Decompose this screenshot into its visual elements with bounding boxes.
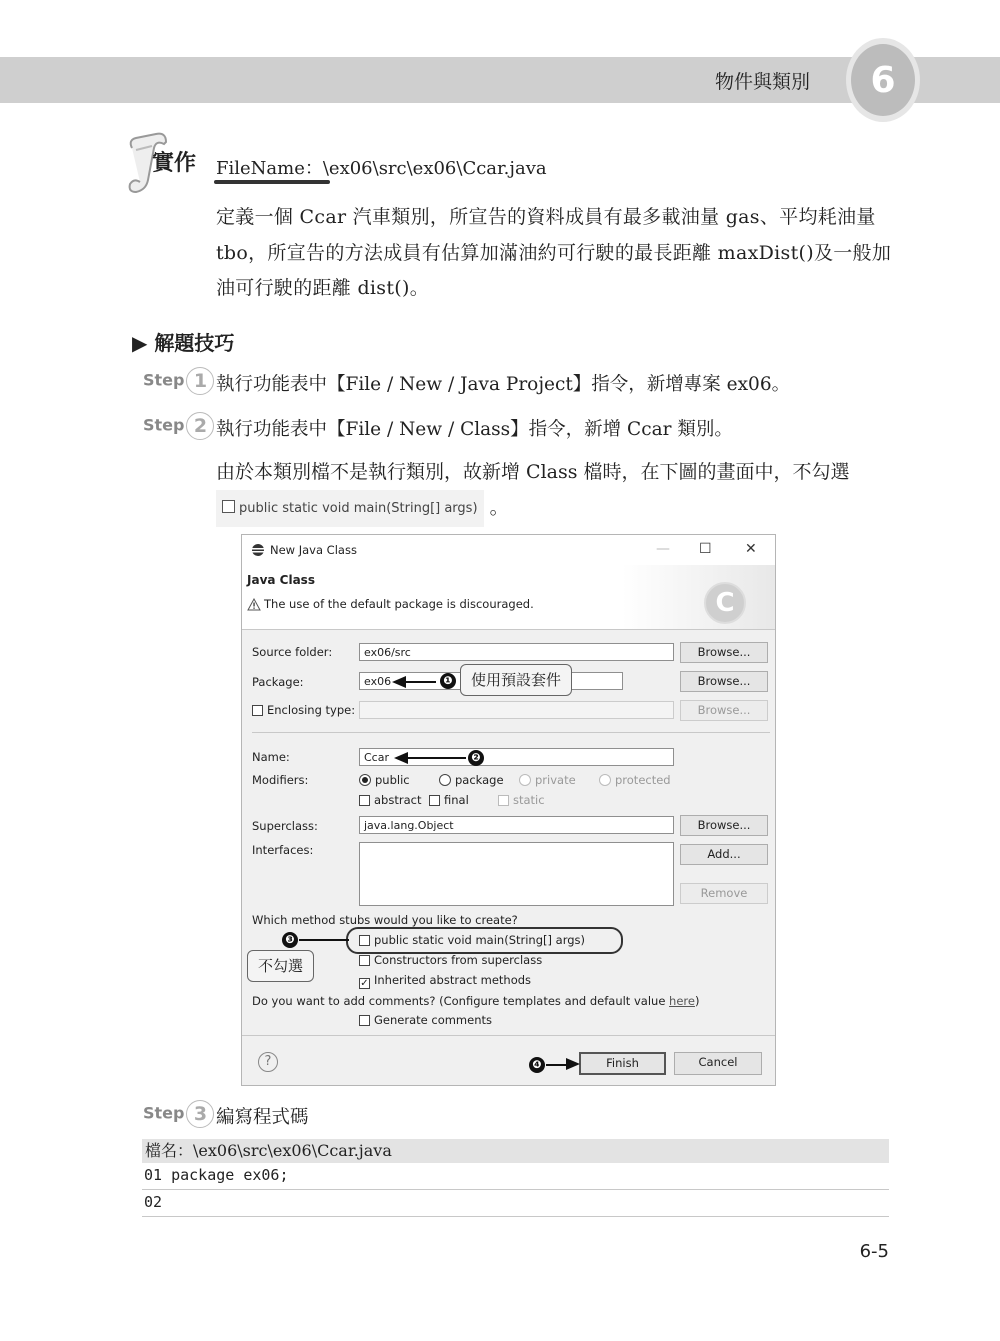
arrow-3-line [299,939,349,941]
stub-inherited[interactable] [359,973,531,989]
badge-2: ❷ [468,750,484,766]
source-folder-label: Source folder: [252,645,333,659]
flag-abstract[interactable] [359,793,421,807]
arrow-2-line [404,757,466,759]
dialog-heading: Java Class [247,573,315,587]
flag-final-label: final [444,793,469,807]
arrow-4-head-icon [566,1058,580,1070]
comments-question-text: Do you want to add comments? (Configure templates and default value [252,994,670,1008]
comments-question-close: ) [694,994,700,1008]
stub-main-label: public static void main(String[] args) [374,933,585,947]
warning-icon [247,598,261,611]
code-filename: 檔名：\ex06\src\ex06\Ccar.java [142,1139,889,1163]
enclosing-browse-button[interactable]: Browse... [680,700,768,721]
help-icon[interactable]: ? [258,1052,278,1072]
inline-checkbox-sample [216,490,484,527]
java-class-logo-icon: C [704,582,746,624]
note-text: 由於本類別檔不是執行類別，故新增 Class 檔時，在下圖的畫面中，不勾選 [216,461,850,483]
badge-1: ❶ [440,673,456,689]
checkbox-icon[interactable] [359,1015,370,1026]
step-number: 2 [186,412,214,440]
minimize-button[interactable]: — [656,541,670,557]
badge-4: ❹ [529,1057,545,1073]
interfaces-remove-button[interactable]: Remove [680,883,768,904]
page-number: 6-5 [859,1241,889,1262]
section-title: ▶ 解題技巧 [132,331,235,355]
enclosing-type-input[interactable] [359,701,674,719]
superclass-input[interactable]: java.lang.Object [359,816,674,834]
code-line: 01 package ex06; [144,1166,289,1184]
cancel-button[interactable]: Cancel [674,1052,762,1075]
section-divider [252,732,770,733]
modifier-package[interactable] [439,773,504,787]
note-end: 。 [489,496,509,519]
name-input[interactable]: Ccar [359,748,674,766]
chapter-number: 6 [851,44,915,116]
practice-label: 實作 [152,151,197,176]
banner-gradient [622,565,775,629]
code-divider [142,1216,889,1217]
flag-final[interactable] [429,793,469,807]
radio-selected-icon[interactable] [359,774,371,786]
eclipse-icon [251,543,265,557]
interfaces-list[interactable] [359,842,674,906]
enclosing-type-option[interactable] [252,703,355,717]
arrow-1-head-icon [392,676,406,688]
modifier-protected-label: protected [615,773,671,787]
interfaces-label: Interfaces: [252,843,314,857]
checkmark-icon[interactable]: ✓ [360,978,369,989]
practice-filename: FileName：\ex06\src\ex06\Ccar.java [216,158,547,179]
code-line: 02 [144,1193,163,1211]
superclass-browse-button[interactable]: Browse... [680,815,768,836]
modifier-public[interactable] [359,773,410,787]
warning-text: The use of the default package is discouraged. [264,597,534,611]
stub-constructors[interactable] [359,953,542,967]
stub-inherited-label: Inherited abstract methods [374,973,532,987]
new-java-class-dialog [241,534,776,1086]
radio-icon[interactable] [599,774,611,786]
step-3-text: 編寫程式碼 [216,1107,309,1128]
inline-checkbox-label: public static void main(String[] args) [239,501,478,516]
radio-icon[interactable] [439,774,451,786]
filename-underline [214,180,330,184]
comments-question [252,994,699,1008]
modifier-private[interactable] [519,773,576,787]
finish-button[interactable]: Finish [579,1052,666,1075]
modifier-package-label: package [455,773,504,787]
step-prefix: Step [143,1103,185,1123]
header-divider [242,629,775,630]
enclosing-type-checkbox[interactable] [252,705,263,716]
step-number: 1 [186,367,214,395]
close-button[interactable]: ✕ [745,541,757,557]
checkbox-icon [222,500,235,513]
source-folder-browse-button[interactable]: Browse... [680,642,768,663]
modifier-public-label: public [375,773,410,787]
code-divider [142,1189,889,1190]
superclass-label: Superclass: [252,819,318,833]
arrow-4-line [546,1064,568,1066]
checkbox-icon[interactable] [429,795,440,806]
footer-divider [242,1035,775,1036]
step-number: 3 [186,1100,214,1128]
stub-constructors-label: Constructors from superclass [374,953,543,967]
templates-link[interactable]: here [669,994,695,1008]
generate-comments[interactable] [359,1013,492,1027]
step-1-text: 執行功能表中【File / New / Java Project】指令，新增專案 ex06。 [216,374,791,395]
package-label: Package: [252,675,304,689]
checkbox-icon[interactable] [359,955,370,966]
arrow-1-line [402,681,436,683]
flag-abstract-label: abstract [374,793,422,807]
modifier-protected[interactable] [599,773,671,787]
step-2-note [216,455,896,527]
chapter-title: 物件與類別 [714,71,810,93]
modifiers-label: Modifiers: [252,773,309,787]
generate-comments-label: Generate comments [374,1013,492,1027]
package-input[interactable]: ex06 [359,672,623,690]
dialog-titlebar [242,535,775,565]
flag-static-label: static [513,793,545,807]
step-2-text: 執行功能表中【File / New / Class】指令，新增 Ccar 類別。 [216,419,733,440]
badge-3: ❸ [282,932,298,948]
modifier-private-label: private [535,773,576,787]
main-stub-highlight [346,927,623,954]
step-2-marker [143,412,214,440]
name-label: Name: [252,750,290,764]
flag-static[interactable] [498,793,545,807]
source-folder-input[interactable]: ex06/src [359,643,674,661]
checkbox-icon[interactable] [359,795,370,806]
step-prefix: Step [143,370,185,390]
dialog-title: New Java Class [270,543,357,557]
stubs-question: Which method stubs would you like to create? [252,913,518,927]
step-prefix: Step [143,415,185,435]
radio-icon[interactable] [519,774,531,786]
step-1-marker [143,367,214,395]
arrow-2-head-icon [394,752,408,764]
checkbox-icon[interactable] [498,795,509,806]
callout-uncheck: 不勾選 [247,950,314,982]
callout-default-package: 使用預設套件 [460,664,572,696]
practice-description: 定義一個 Ccar 汽車類別，所宣告的資料成員有最多載油量 gas、平均耗油量 tbo，所宣告的方法成員有估算加滿油約可行駛的最長距離 maxDist()及一般加油可行駛的距離 dist()。 [216,206,892,299]
step-3-marker [143,1100,214,1128]
enclosing-type-label: Enclosing type: [267,703,356,717]
package-browse-button[interactable]: Browse... [680,671,768,692]
interfaces-add-button[interactable]: Add... [680,844,768,865]
maximize-button[interactable]: ☐ [699,541,712,557]
